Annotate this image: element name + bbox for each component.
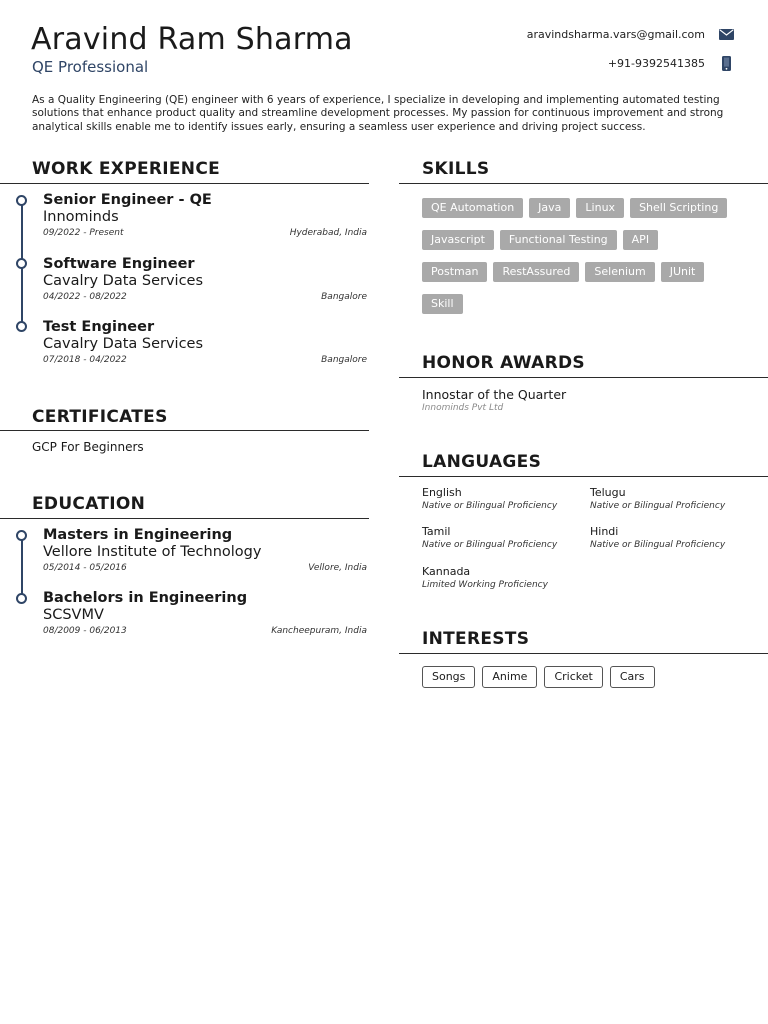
job-dates: 09/2022 - Present [43, 228, 124, 238]
interests-heading: INTERESTS [422, 629, 530, 649]
skills-list [422, 196, 752, 324]
email-contact[interactable] [527, 26, 734, 42]
language-level: Native or Bilingual Proficiency [422, 501, 558, 511]
interest-tag: Songs [422, 666, 475, 688]
job-dates: 07/2018 - 04/2022 [43, 355, 127, 365]
professional-summary: As a Quality Engineering (QE) engineer with 6 years of experience, I specialize in developing and implementing automated testing solutions that enhance product quality and streamline development processes. My passion for continuous improvement and strong analytical skills enable me to identify issues early, ensuring a seamless user experience and driving project success. [32, 94, 724, 133]
education-location: Kancheepuram, India [271, 626, 367, 636]
timeline-dot [16, 195, 27, 206]
skills-rule [399, 183, 768, 184]
degree-name: Bachelors in Engineering [43, 590, 248, 606]
job-dates: 04/2022 - 08/2022 [43, 292, 127, 302]
award-item [422, 387, 566, 413]
job-location: Bangalore [321, 292, 367, 302]
language-name: Kannada [422, 565, 471, 578]
work-entry [43, 192, 367, 238]
skill-tag: QE Automation [422, 198, 523, 218]
job-company: Cavalry Data Services [43, 336, 204, 352]
skill-tag: Linux [576, 198, 624, 218]
skill-tag: Selenium [585, 262, 654, 282]
mobile-phone-icon [718, 55, 734, 71]
language-item [590, 525, 760, 551]
timeline-dot [16, 321, 27, 332]
language-item [422, 525, 592, 551]
timeline-dot [16, 530, 27, 541]
timeline-dot [16, 258, 27, 269]
candidate-name: Aravind Ram Sharma [31, 22, 353, 57]
languages-heading: LANGUAGES [422, 452, 542, 472]
work-entry [43, 256, 367, 302]
skill-tag: Java [529, 198, 570, 218]
education-entry [43, 527, 367, 573]
skill-tag: Functional Testing [500, 230, 617, 250]
phone-text[interactable]: +91-9392541385 [607, 56, 705, 70]
education-location: Vellore, India [308, 563, 367, 573]
language-item [422, 486, 592, 512]
education-meta [43, 626, 367, 636]
work-experience-rule [0, 183, 369, 184]
interest-tag: Anime [482, 666, 537, 688]
envelope-icon [718, 26, 734, 42]
job-role: Software Engineer [43, 256, 195, 272]
language-item [590, 486, 760, 512]
honor-awards-heading: HONOR AWARDS [422, 353, 585, 373]
interest-tag: Cricket [544, 666, 602, 688]
interest-tag: Cars [610, 666, 655, 688]
skill-tag: RestAssured [493, 262, 579, 282]
skills-heading: SKILLS [422, 159, 490, 179]
language-name: Hindi [590, 525, 619, 538]
skill-tag: Postman [422, 262, 487, 282]
language-level: Native or Bilingual Proficiency [422, 540, 558, 550]
education-entry [43, 590, 367, 636]
education-heading: EDUCATION [32, 494, 146, 514]
job-role: Senior Engineer - QE [43, 192, 212, 208]
education-meta [43, 563, 367, 573]
certificates-rule [0, 430, 369, 431]
language-level: Native or Bilingual Proficiency [590, 540, 726, 550]
job-role: Test Engineer [43, 319, 155, 335]
skill-tag: Shell Scripting [630, 198, 727, 218]
certificate-item: GCP For Beginners [32, 440, 144, 454]
job-meta [43, 355, 367, 365]
interests-list [422, 666, 662, 688]
email-text[interactable]: aravindsharma.vars@gmail.com [526, 27, 705, 41]
school-name: Vellore Institute of Technology [43, 544, 262, 560]
language-name: Telugu [590, 486, 626, 499]
degree-name: Masters in Engineering [43, 527, 233, 543]
certificates-heading: CERTIFICATES [32, 407, 168, 427]
language-level: Limited Working Proficiency [422, 580, 548, 590]
language-name: English [422, 486, 462, 499]
award-organization: Innominds Pvt Ltd [422, 403, 504, 413]
job-company: Innominds [43, 209, 119, 225]
language-level: Native or Bilingual Proficiency [590, 501, 726, 511]
languages-rule [399, 476, 768, 477]
work-experience-heading: WORK EXPERIENCE [32, 159, 221, 179]
language-name: Tamil [422, 525, 451, 538]
job-company: Cavalry Data Services [43, 273, 204, 289]
skill-tag: Javascript [422, 230, 494, 250]
school-name: SCSVMV [43, 607, 104, 623]
honor-awards-rule [399, 377, 768, 378]
skill-tag: JUnit [661, 262, 705, 282]
job-meta [43, 228, 367, 238]
phone-contact[interactable] [608, 55, 734, 71]
job-location: Bangalore [321, 355, 367, 365]
job-location: Hyderabad, India [289, 228, 367, 238]
education-rule [0, 518, 369, 519]
job-meta [43, 292, 367, 302]
education-timeline-line [21, 538, 23, 600]
timeline-dot [16, 593, 27, 604]
interests-rule [399, 653, 768, 654]
skill-tag: Skill [422, 294, 463, 314]
education-dates: 05/2014 - 05/2016 [43, 563, 127, 573]
language-item [422, 565, 592, 591]
award-name: Innostar of the Quarter [422, 387, 567, 402]
education-dates: 08/2009 - 06/2013 [43, 626, 127, 636]
candidate-title: QE Professional [32, 58, 149, 76]
skill-tag: API [623, 230, 658, 250]
work-entry [43, 319, 367, 365]
